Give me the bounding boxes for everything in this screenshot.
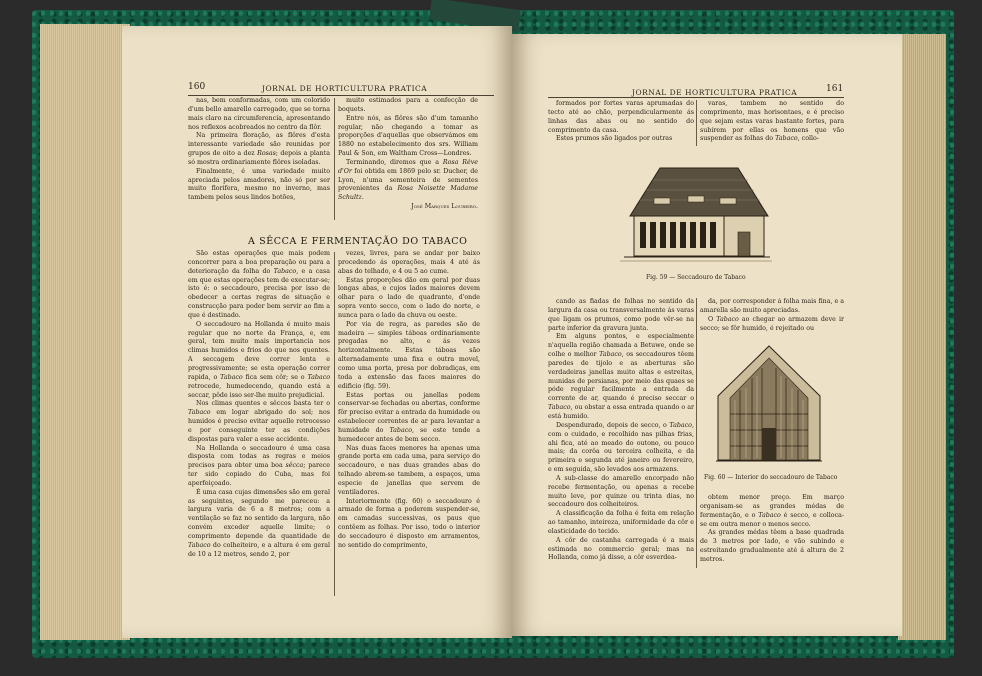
paragraph: É uma casa cujas dimensões são em geral as seguintes, segundo me pareceu: a largura varia de 6 a 8 metros; com a ventilação se faz no sentido da largura, não convém exceder aquelle limite; o comprimento depende da quantidade de Tabaco do colheiteiro, e a altura é em geral de 10 a 12 metros, sendo 2, por	[188, 488, 330, 558]
paragraph: Na primeira floração, as flôres d'esta interessante variedade são reunidas por grupos de oito a dez Rosas; depois a planta só mostra ordinariamente flôres isoladas.	[188, 132, 330, 166]
right-mid-column-1	[548, 298, 694, 568]
paragraph: Por via de regra, as paredes são de madeira — simples táboas ordinariamente pregadas no alto, e ás vezes horizontalmente. Estas táboas são alternadamente uma fixa e outra movel, como uma porta, presa por dobradiças, em toda a extensão das faces maiores do edificio (fig. 59).	[338, 320, 480, 390]
paragraph: Despendurado, depois de secco, o Tabaco, com o cuidado, e recolhido nas pilhas frias, ahi fica, até ao meado do outono, ou pouco mais; da corôa ou terceira colheita, e da primeira e segunda até janeiro ou fevereiro, e em seguida, são levados aos armazens.	[548, 421, 694, 474]
left-bottom-column-divider	[334, 252, 335, 596]
paragraph: Em alguns pontos, e especialmente n'aquella região chamada a Betuwe, onde se colhe o melhor Tabaco, os seccadouros têem paredes de tijolo e as aberturas são verdadeiras janellas muito altas e estreitas, munidas de persianas, por meio das quaes se póde regular facilmente a entrada da corrente de ar, quando é preciso seccar o Tabaco, ou obstar a essa entrada quando o ar está humido.	[548, 333, 694, 420]
left-page-number: 160	[188, 82, 206, 92]
left-running-header: JORNAL DE HORTICULTURA PRATICA	[262, 84, 428, 93]
paragraph: obtem menor preço. Em março organisam-se as grandes médas de fermentação, e o Tabaco é secco, e colloca-se em outra menor o menos secco.	[700, 494, 844, 528]
right-top-column-2	[700, 100, 844, 148]
paragraph: A sub-classe do amarello encorpado não recebe fermentação, ou apenas a recebe muito leve, por quinze ou trinta dias, no seccadouro dos colheiteiros.	[548, 474, 694, 509]
figure-59-drying-house-engraving	[620, 160, 772, 270]
left-top-column-divider	[334, 98, 335, 220]
paragraph: Na Hollanda o seccadouro é uma casa disposta com todas as regras e meios precisos para obter uma boa sêcca; parece ter sido copiado do Cuba, mas foi aperfeiçoado.	[188, 444, 330, 487]
left-top-column-1	[188, 97, 330, 221]
paragraph: O Tabaco ao chegar ao armazem deve ir secco; se fôr humido, é rejeitado ou	[700, 315, 844, 332]
paragraph: Finalmente, é uma variedade muito apreciada pelos amadores, não só por ser muito florifera, mesmo no inverno, mas tambem pelos seus lindos botões,	[188, 167, 330, 202]
paragraph: O seccadouro na Hollanda é muito mais regular que no norte da França, e, em geral, tem muito mais importancia nos climas humidos e frios do que nos quentes. A seccagem deve correr lenta e progressivamente; se esta operação correr rapida, o Tabaco fica sem côr; se o Tabaco retrocede, humedecendo, quando está a seccar, pôde isso ser-lhe muito prejudicial.	[188, 320, 330, 399]
article-title: A SÊCCA E FERMENTAÇÃO DO TABACO	[248, 236, 468, 247]
page-edges-right	[898, 34, 946, 640]
paragraph: As grandes médas têem a base quadrada de 3 metros por lado, e vão subindo e estreitando gradualmente até á altura de 2 metros.	[700, 529, 844, 563]
signature: José Marques Loureiro.	[411, 203, 478, 211]
paragraph: formados por fortes varas aprumadas do tecto até ao chão, perpendicularmente ás linhas das abas ou no sentido do comprimento da casa.	[548, 100, 694, 134]
right-top-column-1	[548, 100, 694, 148]
figure-60-caption: Fig. 60 — Interior do seccadouro de Tabaco	[704, 474, 838, 481]
paragraph: Nos climas quentes e sêccos basta ter o Tabaco em logar abrigado do sol; nos humidos é preciso evitar aquelle retrocesso e por conseguinte ter as condições dispostas para valer a esse accidente.	[188, 400, 330, 443]
paragraph: Entre nós, as flôres são d'um tamanho regular, não chegando a tomar as proporções d'aquellas que observámos em 1880 no estabelecimento dos srs. William Paul & Son, em Waltham Cross—Londres.	[338, 114, 478, 158]
paragraph: Estas proporções dão em geral por duas longas abas, e cujos lados maiores devem olhar para o lado de quadrante, d'onde sopra vento secco, com o lado do norte, e nunca para o lado da chuva ou oeste.	[338, 276, 480, 319]
left-bottom-column-1	[188, 250, 330, 596]
paragraph: A classificação da folha é feita em relação ao tamanho, inteireza, uniformidade da côr e elasticidade do tecido.	[548, 510, 694, 535]
right-page-number: 161	[826, 84, 844, 94]
paragraph: vezes, livres, para se andar por baixo procedendo ás operações, mais 4 até ás abas do telhado, e 4 ou 5 ao cume.	[338, 250, 480, 275]
paragraph: Interiormente (fig. 60) o seccadouro é armado de forma a poderem suspender-se, em camadas successivas, os paus que contêem as folhas. Por isso, todo o interior do seccadouro é disposto em arramentos, no sentido do comprimento,	[338, 497, 480, 549]
right-bottom-column-2	[700, 494, 844, 568]
left-bottom-column-2	[338, 250, 480, 596]
left-top-column-2	[338, 97, 478, 221]
page-edges-left	[40, 24, 130, 640]
paragraph: da, por corresponder á folha mais fina, e a amarella são muito apreciadas.	[700, 298, 844, 314]
right-mid-column-2	[700, 298, 844, 336]
paragraph: A côr de castanha carregada é a mais estimada no commercio geral; mas na Hollanda, como já disse, a côr esverdea-	[548, 536, 694, 562]
paragraph: varas, tambem no sentido do comprimento, mas horisontaes, e é preciso que sejam estas varas bastante fortes, para subirem por ellas os homens que vão suspender as folhas do Tabaco, collo-	[700, 100, 844, 143]
paragraph: Terminando, diremos que a Rosa Rêve d'Or foi obtida em 1869 pelo sr. Ducher, de Lyon, n'uma sementeira de sementes provenientes da Rosa Noisette Madame Schultz.	[338, 158, 478, 202]
right-header-rule	[548, 97, 844, 98]
paragraph: Nas duas faces menores ha apenas uma grande porta em cada uma, para serviço do seccadouro, e nas duas grandes abas do telhado abrem-se tambem, a espaços, uma especie de janellas que servem de ventiladores.	[338, 444, 480, 496]
paragraph: cando as fiadas de folhas no sentido da largura da casa ou transversalmente ás varas que ligam os prumos, como pode vêr-se na parte inferior da gravura junta.	[548, 298, 694, 332]
paragraph: muito estimados para a confecção de boquets.	[338, 97, 478, 113]
paragraph: Estas portas ou janellas podem conservar-se fechadas ou abertas, conforme fôr preciso evitar a entrada da humidade ou estabelecer correntes de ar para levantar a humidade do Tabaco, se este tende a humedecer antes de bem secco.	[338, 391, 480, 443]
left-header-rule	[188, 95, 494, 96]
paragraph: Estes prumos são ligados por outras	[556, 135, 673, 143]
figure-60-interior-engraving	[716, 344, 822, 464]
figure-59-caption: Fig. 59 — Seccadouro de Tabaco	[646, 274, 746, 281]
paragraph: nas, bem conformadas, com um colorido d'um bello amarello carregado, que se torna mais claro na circumferencia, apresentando nos reflexos acobreados no centro da flôr.	[188, 97, 330, 131]
paragraph: São estas operações que mais podem concorrer para a boa preparação ou para a deterioração da folha do Tabaco, e a casa em que estas operações tem de executar-se; isto é: o seccadouro, precisa por isso de obedecer a certas regras de situação e construcção para poder bem servir ao fim a que é destinado.	[188, 250, 330, 319]
right-mid-column-divider	[696, 298, 697, 568]
right-top-column-divider	[696, 100, 697, 146]
right-running-header: JORNAL DE HORTICULTURA PRATICA	[632, 88, 798, 97]
